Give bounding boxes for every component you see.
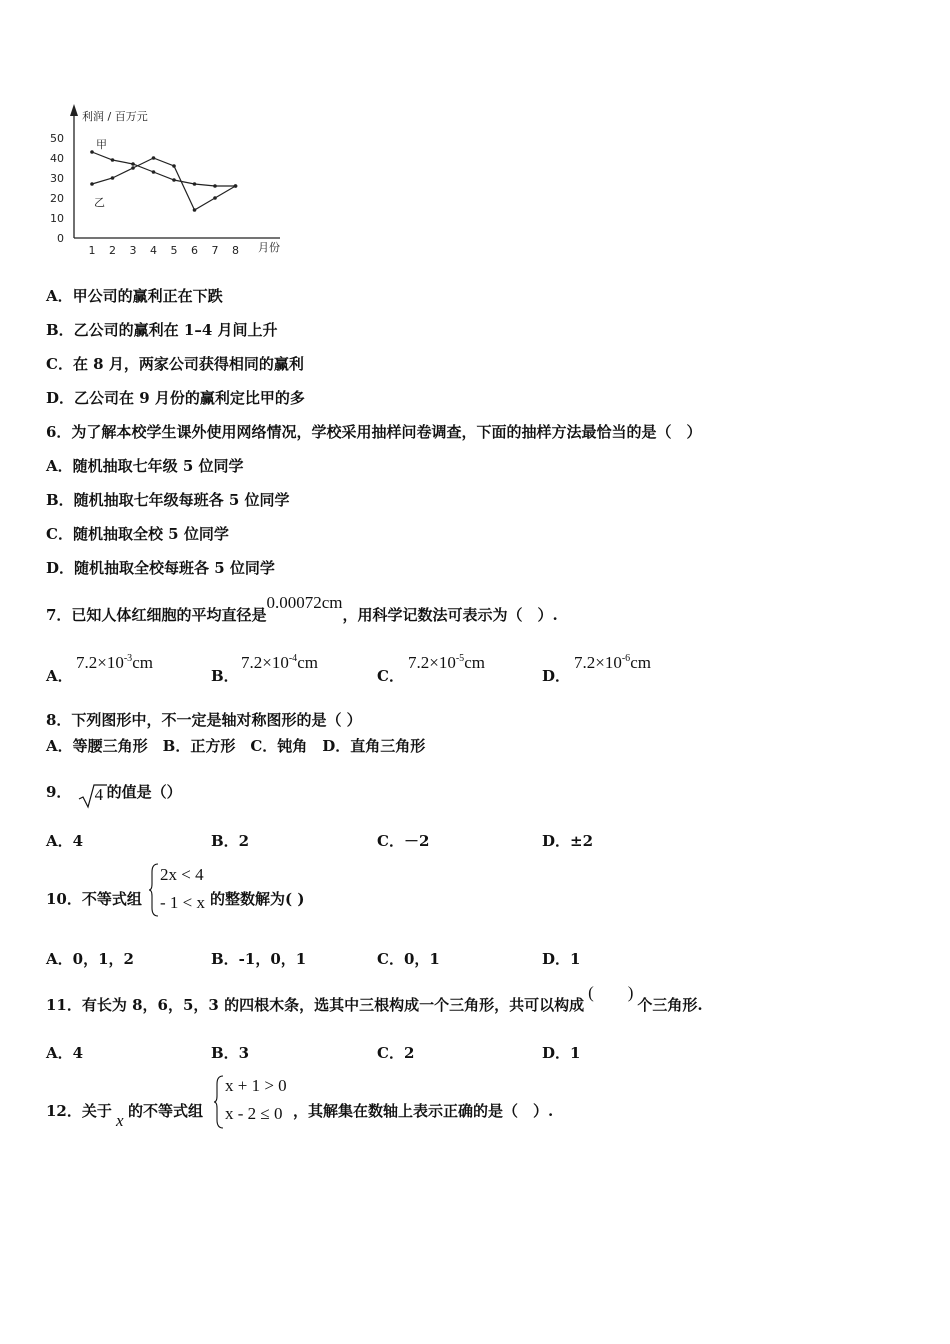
q12-mid: 的不等式组 (128, 1102, 204, 1120)
q12-stem: ，其解集在数轴上表示正确的是（ ）. (293, 1102, 554, 1120)
q9-stem (46, 782, 182, 802)
q8-options: A．等腰三角形 B．正方形 C．钝角 D．直角三角形 (46, 737, 426, 755)
q12-var: x (116, 1111, 124, 1130)
q7-option-b-label: B． (211, 667, 239, 685)
q7-value: 0.00072cm (266, 593, 343, 612)
data-point (131, 162, 135, 166)
series-label: 甲 (96, 138, 107, 151)
x-tick-label: 1 (88, 244, 96, 257)
data-point (152, 156, 156, 160)
q10-option-c: C．0，1 (377, 950, 440, 968)
x-tick-label: 3 (129, 244, 137, 257)
q9-option-c: C．－2 (377, 832, 430, 850)
q5-option-b: B．乙公司的赢利在 1–4 月间上升 (46, 321, 278, 339)
data-point (152, 170, 156, 174)
q7-option-d-expr: $7.2\times 10^{-6}cm$ (574, 653, 651, 672)
q7-stem (46, 593, 558, 625)
series-label: 乙 (94, 196, 105, 209)
data-point (90, 182, 94, 186)
data-point (213, 184, 217, 188)
q5-option-a: A．甲公司的赢利正在下跌 (46, 287, 223, 305)
q9-option-a: A．4 (46, 832, 84, 850)
data-point (193, 182, 197, 186)
data-point (234, 184, 238, 188)
y-tick-label: 0 (57, 232, 64, 245)
profit-line-chart (40, 100, 300, 265)
q11-blank: ( ) (588, 983, 634, 1002)
q7-option-a-expr: $7.2\times 10^{-3}cm$ (76, 653, 153, 672)
data-point (213, 196, 217, 200)
y-tick-label: 10 (50, 212, 64, 225)
q7-stem-a: 7．已知人体红细胞的平均直径是 (46, 606, 267, 624)
q10-eq1: 2x < 4 (160, 865, 204, 884)
q10-eq2: - 1 < x (160, 893, 205, 912)
q7-stem-b: ，用科学记数法可表示为（ ）. (342, 606, 558, 624)
q6-option-d: D．随机抽取全校每班各 5 位同学 (46, 559, 275, 577)
q7-option-b-expr: $7.2\times 10^{-4}cm$ (241, 653, 318, 672)
q6-option-b: B．随机抽取七年级每班各 5 位同学 (46, 491, 290, 509)
y-tick-label: 40 (50, 152, 64, 165)
q11-option-d: D．1 (542, 1044, 581, 1062)
x-tick-label: 7 (211, 244, 219, 257)
q11-stem (46, 983, 703, 1015)
y-tick-label: 20 (50, 192, 64, 205)
y-tick-label: 30 (50, 172, 64, 185)
q8-stem: 8．下列图形中，不一定是轴对称图形的是（ ） (46, 711, 362, 729)
q12-brace (213, 1074, 225, 1130)
data-point (193, 208, 197, 212)
chart-marks (90, 138, 237, 212)
x-tick-label: 8 (232, 244, 239, 257)
q10-option-d: D．1 (542, 950, 581, 968)
q5-option-d: D．乙公司在 9 月份的赢利定比甲的多 (46, 389, 305, 407)
data-point (172, 178, 176, 182)
q12-num: 12．关于 (46, 1102, 112, 1120)
q7-option-a-label: A． (46, 667, 73, 685)
q9-num: 9． (46, 783, 72, 801)
x-tick-label: 5 (170, 244, 178, 257)
q10-brace (148, 862, 160, 918)
series-line-jia (92, 152, 236, 186)
q11-option-c: C．2 (377, 1044, 415, 1062)
x-tick-label: 2 (109, 244, 116, 257)
data-point (172, 164, 176, 168)
q10-option-b: B．-1，0，1 (211, 950, 307, 968)
q11-stem-b: 个三角形. (637, 996, 703, 1014)
y-tick-label: 50 (50, 132, 64, 145)
series-line-yi (92, 158, 236, 210)
q11-stem-a: 11．有长为 8，6，5，3 的四根木条，选其中三根构成一个三角形，共可以构成 (46, 996, 585, 1014)
q7-option-d-label: D． (542, 667, 571, 685)
q11-option-a: A．4 (46, 1044, 84, 1062)
q7-option-c-label: C． (377, 667, 404, 685)
q6-stem: 6．为了解本校学生课外使用网络情况，学校采用抽样问卷调查，下面的抽样方法最恰当的是（ ） (46, 423, 702, 441)
q5-option-c: C．在 8 月，两家公司获得相同的赢利 (46, 355, 304, 373)
x-tick-label: 4 (150, 244, 157, 257)
q10-option-a: A．0，1，2 (46, 950, 134, 968)
y-axis-arrow (70, 104, 78, 116)
q6-option-a: A．随机抽取七年级 5 位同学 (46, 457, 244, 475)
x-axis-label: 月份 (258, 241, 280, 254)
q9-option-b: B．2 (211, 832, 250, 850)
chart-axes (50, 104, 280, 257)
data-point (111, 176, 115, 180)
q9-stem-text: 的值是（） (106, 783, 182, 801)
data-point (90, 150, 94, 154)
data-point (111, 158, 115, 162)
q10-num: 10．不等式组 (46, 890, 142, 908)
q11-option-b: B．3 (211, 1044, 250, 1062)
data-point (131, 166, 135, 170)
y-axis-label: 利润 / 百万元 (82, 110, 148, 123)
q10-stem: 的整数解为( ) (210, 890, 305, 908)
q9-radicand: 4 (94, 785, 104, 804)
q6-option-c: C．随机抽取全校 5 位同学 (46, 525, 229, 543)
q12-eq1: x + 1 > 0 (225, 1076, 287, 1095)
q9-option-d: D．±2 (542, 832, 594, 850)
q7-option-c-expr: $7.2\times 10^{-5}cm$ (408, 653, 485, 672)
q12-eq2: x - 2 ≤ 0 (225, 1104, 283, 1123)
x-tick-label: 6 (191, 244, 198, 257)
